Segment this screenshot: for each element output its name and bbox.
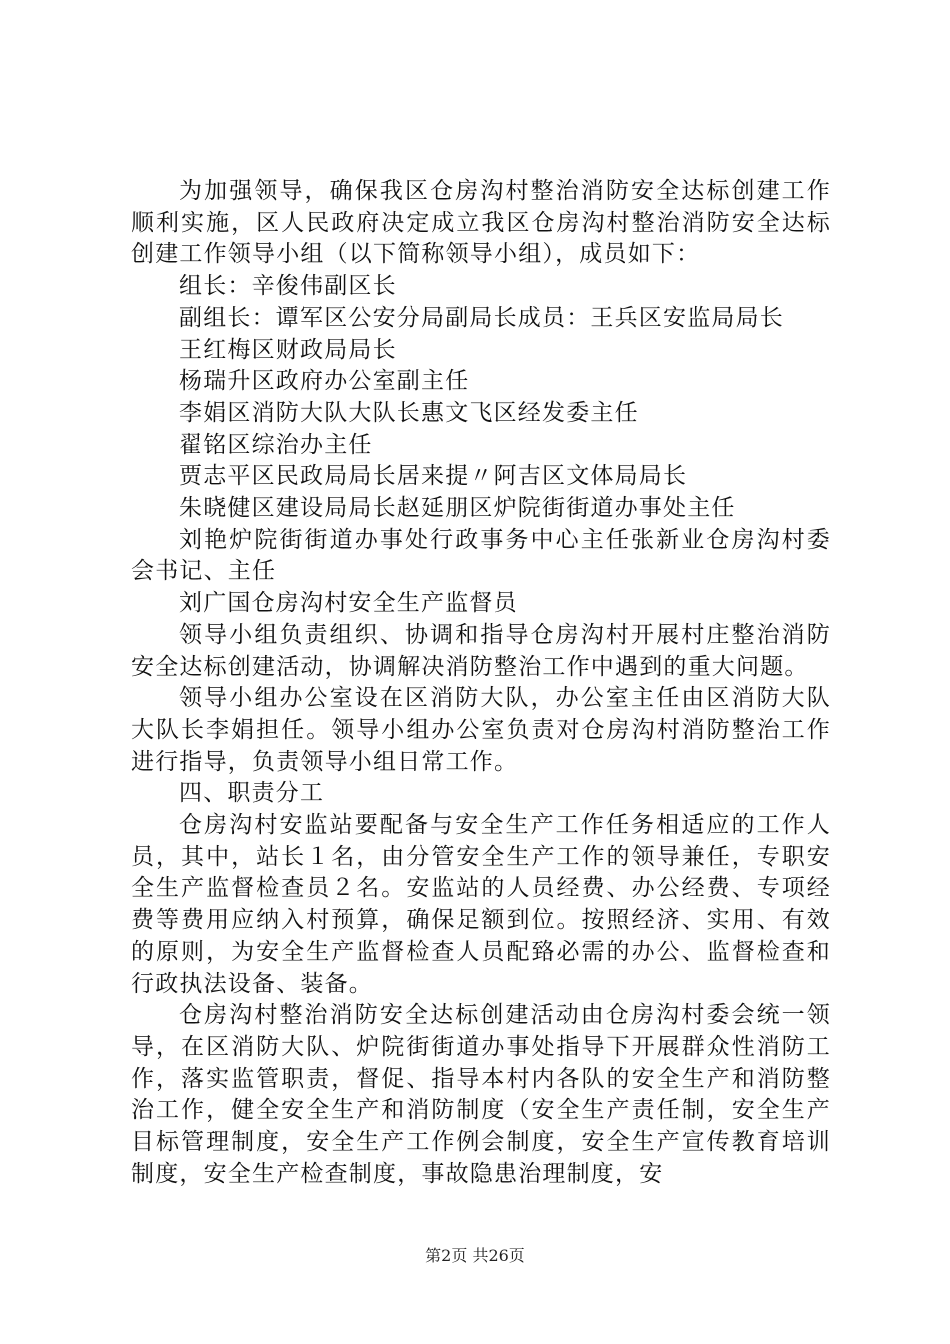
- staffing-paragraph: 仓房沟村安监站要配备与安全生产工作任务相适应的工作人员，其中，站长１名，由分管安全生产工作的领导兼任，专职安全生产监督检查员２名。安监站的人员经费、办公经费、专项经费等费用应纳入村预算，确保足额到位。按照经济、实用、有效的原则，为安全生产监督检查人员配臵必需的办公、监督检查和行政执法设备、装备。: [131, 812, 831, 997]
- member-line: 杨瑞升区政府办公室副主任: [179, 368, 470, 395]
- activity-paragraph: 仓房沟村整治消防安全达标创建活动由仓房沟村委会统一领导，在区消防大队、炉院街街道办事处指导下开展群众性消防工作，落实监管职责，督促、指导本村内各队的安全生产和消防整治工作，健全安全生产和消防制度（安全生产责任制，安全生产目标管理制度，安全生产工作例会制度，安全生产宣传教育培训制度，安全生产检查制度，事故隐患治理制度，安: [131, 1002, 831, 1187]
- document-body: [131, 176, 831, 1191]
- deputy-line: 副组长：谭军区公安分局副局长成员：王兵区安监局局长: [179, 304, 784, 331]
- member-paragraph: 刘艳炉院街街道办事处行政事务中心主任张新业仓房沟村委会书记、主任: [131, 526, 831, 585]
- office-paragraph: 领导小组办公室设在区消防大队，办公室主任由区消防大队大队长李娟担任。领导小组办公室负责对仓房沟村消防整治工作进行指导，负责领导小组日常工作。: [131, 685, 831, 775]
- leader-line: 组长：辛俊伟副区长: [179, 273, 397, 300]
- member-line: 王红梅区财政局局长: [179, 336, 397, 363]
- member-line: 李娟区消防大队大队长惠文飞区经发委主任: [179, 399, 639, 426]
- intro-paragraph: 为加强领导，确保我区仓房沟村整治消防安全达标创建工作顺利实施，区人民政府决定成立我区仓房沟村整治消防安全达标创建工作领导小组（以下简称领导小组），成员如下：: [131, 178, 831, 268]
- page-number: 第2页 共26页: [425, 1246, 525, 1265]
- duty-paragraph: 领导小组负责组织、协调和指导仓房沟村开展村庄整治消防安全达标创建活动，协调解决消防整治工作中遇到的重大问题。: [131, 621, 831, 680]
- member-line: 翟铭区综治办主任: [179, 431, 373, 458]
- section-heading: 四、职责分工: [179, 780, 325, 807]
- member-line: 贾志平区民政局局长居来提〃阿吉区文体局局长: [179, 463, 688, 490]
- member-line: 刘广国仓房沟村安全生产监督员: [179, 590, 518, 617]
- member-line: 朱晓健区建设局局长赵延朋区炉院街街道办事处主任: [179, 495, 736, 522]
